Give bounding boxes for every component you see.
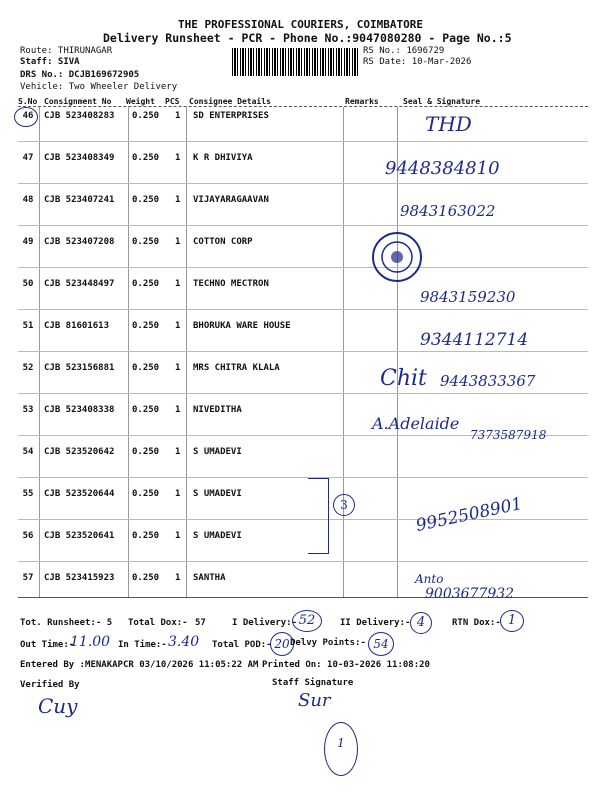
in-time-label: In Time:- [118,640,167,650]
row-sno: 48 [22,195,34,205]
row-sno: 55 [22,489,34,499]
row-pcs: 1 [175,363,181,373]
col-pcs: PCS [165,97,180,106]
runsheet-subtitle: Delivery Runsheet - PCR - Phone No.:9047080280 - Page No.:5 [103,31,512,45]
row-consignment: CJB 523520642 [44,447,115,457]
row-weight: 0.250 [132,321,160,331]
signature-51: 9344112714 [420,330,529,350]
vehicle: Vehicle: Two Wheeler Delivery [20,82,178,92]
row-divider [18,309,588,310]
row-consignment: CJB 523448497 [44,279,115,289]
row-pcs: 1 [175,111,181,121]
row-pcs: 1 [175,237,181,247]
row-consignment: CJB 523520641 [44,531,115,541]
row-divider [18,141,588,142]
row-pcs: 1 [175,531,181,541]
out-time-label: Out Time:- [20,640,75,650]
verified-by-label: Verified By [20,680,80,690]
rs-date: RS Date: 10-Mar-2026 [363,57,472,67]
signature-48: 9843163022 [400,202,496,220]
col-weight: Weight [126,97,155,106]
col-sno: S.No [18,97,38,106]
row-weight: 0.250 [132,279,160,289]
row-consignment: CJB 81601613 [44,321,110,331]
row-sno: 50 [22,279,34,289]
signature-52-phone: 9443833367 [440,372,536,390]
signature-47: 9448384810 [385,158,500,179]
row-pcs: 1 [175,447,181,457]
row-divider [18,351,588,352]
row-consignee: S UMADEVI [193,447,242,457]
row-divider [18,225,588,226]
total-pod-label: Total POD:- [212,640,272,650]
row-consignment: CJB 523407208 [44,237,115,247]
company-title: THE PROFESSIONAL COURIERS, COIMBATORE [178,18,424,31]
row-sno: 51 [22,321,34,331]
i-delivery-label: I Delivery:- [232,618,298,628]
row-divider [18,183,588,184]
signature-52-name: Chit [380,366,427,391]
table-row [18,447,588,489]
table-row [18,195,588,237]
signature-53-name: A.Adelaide [372,414,460,433]
row-sno: 47 [22,153,34,163]
out-time-value: 11.00 [70,634,111,650]
row-consignee: NIVEDITHA [193,405,242,415]
table-row [18,531,588,573]
row-consignee: S UMADEVI [193,531,242,541]
row-weight: 0.250 [132,573,160,583]
row-sno: 53 [22,405,34,415]
rtn-dox-value: 1 [500,610,524,632]
row-weight: 0.250 [132,153,160,163]
seal-stamp [372,232,422,282]
col-details: Consignee Details [189,97,271,106]
row-sno: 49 [22,237,34,247]
entered-by: Entered By :MENAKAPCR 03/10/2026 11:05:22 AM [20,660,259,670]
tot-runsheet: Tot. Runsheet:- 5 [20,618,113,628]
total-dox-value: 57 [195,618,206,628]
row-pcs: 1 [175,153,181,163]
staff-signature-label: Staff Signature [272,678,354,688]
row-consignment: CJB 523408283 [44,111,115,121]
row-weight: 0.250 [132,447,160,457]
row-divider [18,561,588,562]
row-consignment: CJB 523408338 [44,405,115,415]
table-row [18,153,588,195]
bracket-mark [308,478,329,554]
row-divider [18,393,588,394]
row-weight: 0.250 [132,363,160,373]
row-consignee: K R DHIVIYA [193,153,253,163]
ii-delivery-value: 4 [410,612,432,634]
table-row [18,111,588,153]
row-weight: 0.250 [132,531,160,541]
table-row [18,237,588,279]
signature-55: 9952508901 [414,493,525,537]
delvy-points-label: Delvy Points:- [290,638,366,648]
row-sno: 52 [22,363,34,373]
row-consignee: MRS CHITRA KLALA [193,363,280,373]
barcode [232,48,360,76]
signature-57-name: Anto [415,572,444,586]
row-consignee: S UMADEVI [193,489,242,499]
row-weight: 0.250 [132,405,160,415]
row-sno: 46 [22,111,34,121]
row-consignee: VIJAYARAGAAVAN [193,195,269,205]
row-pcs: 1 [175,405,181,415]
bottom-circle: 1 [324,722,358,776]
row-sno: 56 [22,531,34,541]
delvy-points-value: 54 [368,632,394,656]
row-consignee: SD ENTERPRISES [193,111,269,121]
row-pcs: 1 [175,489,181,499]
header-divider [18,106,588,107]
col-consignment: Consignment No [44,97,112,106]
rs-number: RS No.: 1696729 [363,46,445,56]
row-consignment: CJB 523407241 [44,195,115,205]
verified-signature: Cuy [38,694,78,718]
row-weight: 0.250 [132,111,160,121]
row-divider [18,519,588,520]
row-weight: 0.250 [132,195,160,205]
printed-on: Printed On: 10-03-2026 11:08:20 [262,660,430,670]
row46-circle [14,107,38,127]
row-pcs: 1 [175,573,181,583]
ii-delivery-label: II Delivery:- [340,618,411,628]
row-sno: 54 [22,447,34,457]
total-dox-label: Total Dox:- [128,618,188,628]
row-pcs: 1 [175,321,181,331]
row-consignee: BHORUKA WARE HOUSE [193,321,291,331]
signature-53-phone: 7373587918 [470,428,547,442]
staff: Staff: SIVA [20,57,80,67]
row-consignment: CJB 523520644 [44,489,115,499]
row-consignment: CJB 523415923 [44,573,115,583]
stamp-icon [374,234,420,280]
row-divider [18,267,588,268]
row-divider [18,477,588,478]
row-pcs: 1 [175,279,181,289]
row-weight: 0.250 [132,489,160,499]
col-remarks: Remarks [345,97,379,106]
row-consignee: COTTON CORP [193,237,253,247]
row-consignee: SANTHA [193,573,226,583]
row-consignment: CJB 523156881 [44,363,115,373]
total-pod-value: 20 [270,632,294,656]
bracket-count: 3 [333,494,355,516]
row-pcs: 1 [175,195,181,205]
i-delivery-value: 52 [292,610,322,632]
row-weight: 0.250 [132,237,160,247]
signature-50: 9843159230 [420,288,516,306]
in-time-value: 3.40 [168,634,200,650]
row-consignee: TECHNO MECTRON [193,279,269,289]
row-consignment: CJB 523408349 [44,153,115,163]
drs-number: DRS No.: DCJB169672905 [20,70,140,80]
rtn-dox-label: RTN Dox:- [452,618,501,628]
row-sno: 57 [22,573,34,583]
col-seal: Seal & Signature [403,97,481,106]
staff-signature: Sur [298,690,331,711]
route: Route: THIRUNAGAR [20,46,113,56]
signature-57-phone: 9003677932 [425,586,515,602]
signature-46: THD [425,112,472,136]
